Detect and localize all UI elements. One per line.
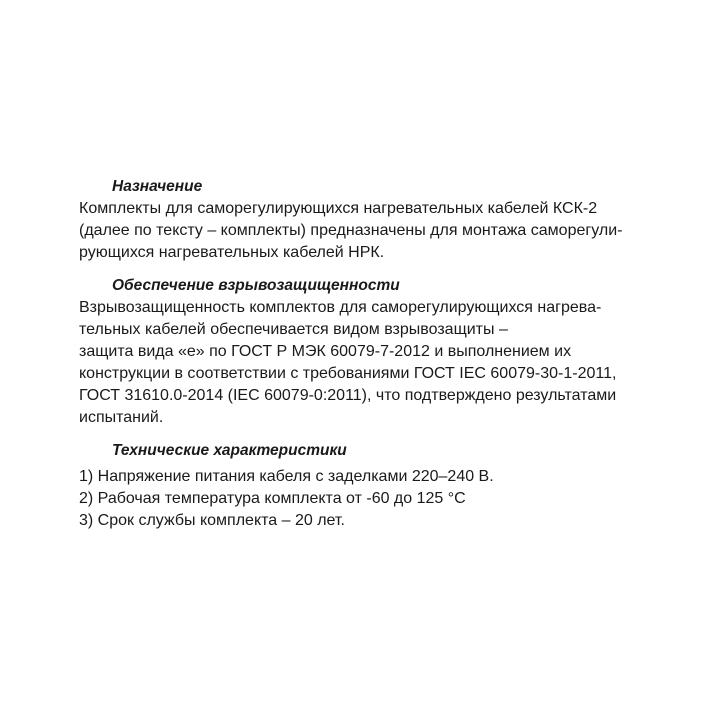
list-item: 2) Рабочая температура комплекта от -60 до 125 °С	[79, 490, 466, 507]
paragraph-line: (далее по тексту – комплекты) предназначены для монтажа саморегули-	[79, 222, 623, 239]
section-explosion-protection	[79, 275, 699, 429]
section-technical-specs	[79, 440, 699, 532]
paragraph-line: конструкции в соответствии с требованиями ГОСТ IEC 60079-30-1-2011,	[79, 365, 617, 382]
paragraph-line: Комплекты для саморегулирующихся нагревательных кабелей КСК-2	[79, 200, 598, 217]
paragraph-line: защита вида «е» по ГОСТ Р МЭК 60079-7-2012 и выполнением их	[79, 343, 572, 360]
paragraph-line: тельных кабелей обеспечивается видом взрывозащиты –	[79, 321, 508, 338]
paragraph-line: рующихся нагревательных кабелей НРК.	[79, 244, 385, 261]
list-item: 3) Срок службы комплекта – 20 лет.	[79, 512, 345, 529]
specs-list	[79, 466, 699, 532]
list-item: 1) Напряжение питания кабеля с заделками 220–240 В.	[79, 468, 494, 485]
paragraph-line: испытаний.	[79, 409, 164, 426]
section-heading-explosion-protection: Обеспечение взрывозащищенности	[112, 277, 400, 294]
paragraph-line: Взрывозащищенность комплектов для саморегулирующихся нагрева-	[79, 299, 602, 316]
paragraph-line: ГОСТ 31610.0-2014 (IEC 60079-0:2011), что подтверждено результатами	[79, 387, 617, 404]
section-heading-technical-specs: Технические характеристики	[112, 442, 347, 459]
document-body	[79, 176, 699, 532]
section-heading-purpose: Назначение	[112, 178, 203, 195]
section-purpose	[79, 176, 699, 264]
